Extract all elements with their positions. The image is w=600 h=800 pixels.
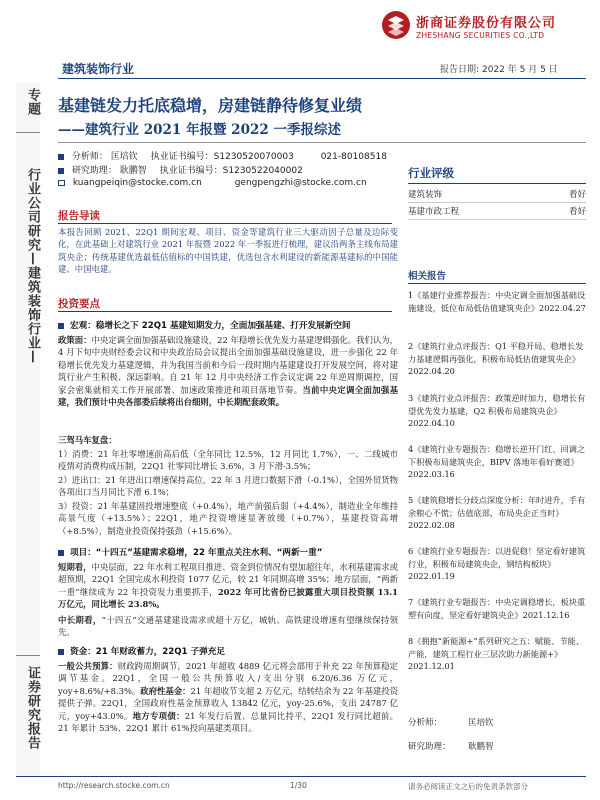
- assistant-cert: 执业证书编号：S1230522040002: [159, 166, 303, 176]
- bullet-macro: 宏观：稳增长之下 22Q1 基建知期发力，全面加强基建、打开发展新空间: [58, 319, 398, 331]
- related-report-item[interactable]: 7《建筑行业专题报告：中央定调稳增长，板块重塑有向度，坚定看好建筑央企》2021.12.16: [408, 597, 586, 620]
- rating-sector: 建筑装饰: [408, 190, 443, 200]
- bullet-square-icon: [58, 649, 64, 655]
- section-divider: [58, 223, 392, 224]
- email-line: [58, 178, 367, 188]
- email-icon: [58, 180, 65, 186]
- side-divider: [16, 132, 40, 133]
- report-title: 基建链发力托底稳增，房建链静待修复业绩: [58, 96, 363, 115]
- rating-row: [408, 188, 586, 200]
- industry-label: 建筑装饰行业: [62, 62, 135, 76]
- assistant-icon: [58, 168, 64, 174]
- troika-consumption: 1）消费：21 年社零增速前高后低（全年同比 12.5%，12 月同比 1.7%），一、二线城市疫情对消费构成压制，22Q1 社零同比增长 3.6%，3 月下滑-3.5%；: [58, 449, 398, 472]
- assistant-email[interactable]: gengpengzhi@stocke.com.cn: [234, 178, 367, 188]
- header-divider: [58, 78, 586, 79]
- related-report-item[interactable]: 6《建筑行业专题报告：以进促稳！坚定看好建筑行业，积极布局建筑央企，钢结构板块》2022.01.19: [408, 546, 586, 582]
- company-name-en: ZHESHANG SECURITIES CO.,LTD: [416, 31, 545, 40]
- bullet-funding: 资金：21 年财政蓄力，22Q1 子弹充足: [58, 645, 398, 657]
- rating-row-divider: [408, 219, 586, 220]
- related-divider: [408, 283, 586, 284]
- right-analyst-box: [408, 712, 586, 766]
- related-report-item[interactable]: 2《建筑行业点评报告：Q1 平稳开局、稳增长发力基建逻辑再强化，积极布局低估值建筑央企》2022.04.20: [408, 341, 584, 377]
- macro-policy-text: 政策面：中央定调全面加强基础设施建设，22 年稳增长优先发力基建逻辑强化。我们认为，4 月下旬中央财经委会议和中央政治局会议提出全面加强基础设施建设，进一步强化 22 年稳增长优先发力基建逻辑，并为我国当前和今后一段时期内基建建设打开发展空间，将对建筑行业产生积极、深远影响。自 21 年 12 月中央经济工作会议定调 22 年逆周期调控，国家会密集就相关工作开展部署、加速政策推进和项目落地节奏。当前中央定调全面加强基建，我们预计中央各部委后续将出台细则，中长期配套政策。: [58, 335, 398, 408]
- section-divider: [58, 311, 392, 312]
- analyst-phone: 021-80108518: [320, 152, 387, 162]
- rating-row: [408, 205, 586, 217]
- projects-short-term-text: 短期看，中央层面，22 年水利工程项目推进、资金到位情况有望加超往年，水利基建需求或超预期，22Q1 全国完成水利投资 1077 亿元，较 21 年同期高增 35%；地方层面，“两新一重”继续成为 22 年投资发力重要抓手，2022 年可比省份已披露重大项目投资额 13.1 万亿元，同比增长 23.8%。: [58, 562, 398, 610]
- section-heading-points: 投资要点: [58, 298, 100, 310]
- troika-heading: 三驾马车复盘：: [58, 435, 117, 445]
- right-analyst-name: 匡培钦: [468, 718, 494, 728]
- company-name-cn: 浙商证券股份有限公司: [416, 16, 557, 31]
- footer-disclaimer: 请务必阅读正文之后的免责条款部分: [408, 782, 528, 791]
- funding-text: 一般公共预算：财政跨周期调节，2021 年超收 4889 亿元将会部用于补充 22 年预算稳定调节基金。22Q1，全国一般公共预算收入/支出分别 6.20/6.36 万亿元，yoy+8.6%/+8.3%。政府性基金：21 年超收节支超 2 万亿元，结转结余为 22 年基建投资提供子弹。22Q1，全国政府性基金预算收入 13842 亿元，yoy-25.6%，支出 24787 亿元，yoy+43.0%。地方专项债：21 年发行后置、总量同比持平，22Q1 发行同比超前。21 年累计 53%、22Q1 累计 61%投向基建类项目。: [58, 661, 398, 734]
- footer-divider: [16, 776, 586, 777]
- analyst-icon: [58, 154, 64, 160]
- footer-url[interactable]: http://research.stocke.com.cn: [58, 781, 170, 790]
- side-label-industry-research: 行业公司研究—建筑装饰行业—: [25, 168, 40, 364]
- rating-value: 看好: [568, 207, 586, 217]
- rating-value: 看好: [568, 190, 586, 200]
- report-subtitle: ——建筑行业 2021 年报暨 2022 一季报综述: [58, 122, 341, 138]
- analyst-email[interactable]: kuangpeiqin@stocke.com.cn: [72, 178, 202, 188]
- bullet-square-icon: [58, 323, 64, 329]
- troika-trade: 2）进出口：21 年进出口增速保持高位，22 年 3 月进口数据下滑（-0.1%），全国外贸货物各项出口当月同比下滑 6.1%；: [58, 475, 398, 498]
- bullet-projects: 项目：“十四五”基建需求稳增，22 年重点关注水利、“两新一重”: [58, 546, 398, 558]
- analyst-cert: 执业证书编号：S1230520070003: [150, 152, 294, 162]
- side-label-special: 专题: [25, 88, 40, 116]
- analyst-line: 分析师： 匡培钦 执业证书编号：S1230520070003 021-80108518: [58, 149, 387, 162]
- right-assistant-name: 耿鹏智: [468, 742, 494, 752]
- rating-heading: 行业评级: [408, 166, 454, 180]
- report-date-label: 报告日期:: [440, 65, 480, 75]
- right-assistant-label: 研究助理：: [408, 742, 451, 752]
- company-logo-icon: [381, 10, 411, 40]
- related-report-item[interactable]: 4《建筑行业专题报告：稳增长逆开门红、回调之下积极布局建筑央企，BIPV 落地年看好赛道》2022.03.16: [408, 444, 586, 480]
- rating-row-divider: [408, 202, 586, 203]
- side-label-securities-report: 证券研究报告: [25, 666, 40, 750]
- projects-long-term-text: 中长期看，“十四五”交通基建建设需求或超十万亿，城轨、高铁建设增速有望继续保持领先。: [58, 615, 399, 638]
- related-report-item[interactable]: 3《建筑行业点评报告：政策逆时加力，稳增长有望优先发力基建，Q2 积极布局建筑央企》2022.04.10: [408, 393, 586, 429]
- analyst-name: 匡培钦: [110, 152, 138, 162]
- rating-sector: 基建市政工程: [408, 207, 460, 217]
- report-date: 2022 年 5 月 5 日: [482, 65, 558, 75]
- related-report-item[interactable]: 5《建筑稳增长分歧点深度分析：年时进升，手有余粮心不慌；估值底部，布局央企正当时》2022.02.08: [408, 495, 586, 531]
- assistant-line: 研究助理： 耿鹏智 执业证书编号：S1230522040002: [58, 163, 303, 176]
- bullet-square-icon: [58, 550, 64, 556]
- related-report-item[interactable]: 8《拥抱“新能源+”系列研究之五：赋能、节能、产能，建筑工程行业三层次助力新能源+》2021.12.01: [408, 636, 585, 672]
- side-divider: [16, 655, 40, 656]
- troika-investment: 3）投资：21 年基建固投增速整底（+0.4%），地产前强后弱（+4.4%），制造业全年维持高景气度（+13.5%）；22Q1，地产投资增速显著放缓（+0.7%），基建投资高增（+8.5%），制造业投资保持强劲（+15.6%）。: [58, 501, 398, 536]
- section-heading-guide: 报告导读: [58, 210, 100, 222]
- related-report-item[interactable]: 1《基建行业推荐报告：中央定调全面加强基础设施建设，低位布局低估值建筑央企》2022.04.27: [408, 290, 586, 313]
- related-reports-heading: 相关报告: [408, 271, 447, 282]
- right-analyst-label: 分析师：: [408, 718, 443, 728]
- assistant-name: 耿鹏智: [119, 166, 147, 176]
- title-divider: [58, 142, 586, 143]
- page-number: 1/30: [290, 781, 307, 790]
- rating-divider: [408, 183, 586, 184]
- guide-text: 本报告回顾 2021、22Q1 期间宏观、项目、资金等建筑行业三大驱动因子总量及边际变化，在此基础上对建筑行业 2021 年报暨 2022 年一季报进行梳理，建议沿两条主线布局建筑央企；传统基建优选最低估值标的中国铁建，优选包含水利建设的新能源基建标的中国能建、中国电建。: [58, 227, 398, 275]
